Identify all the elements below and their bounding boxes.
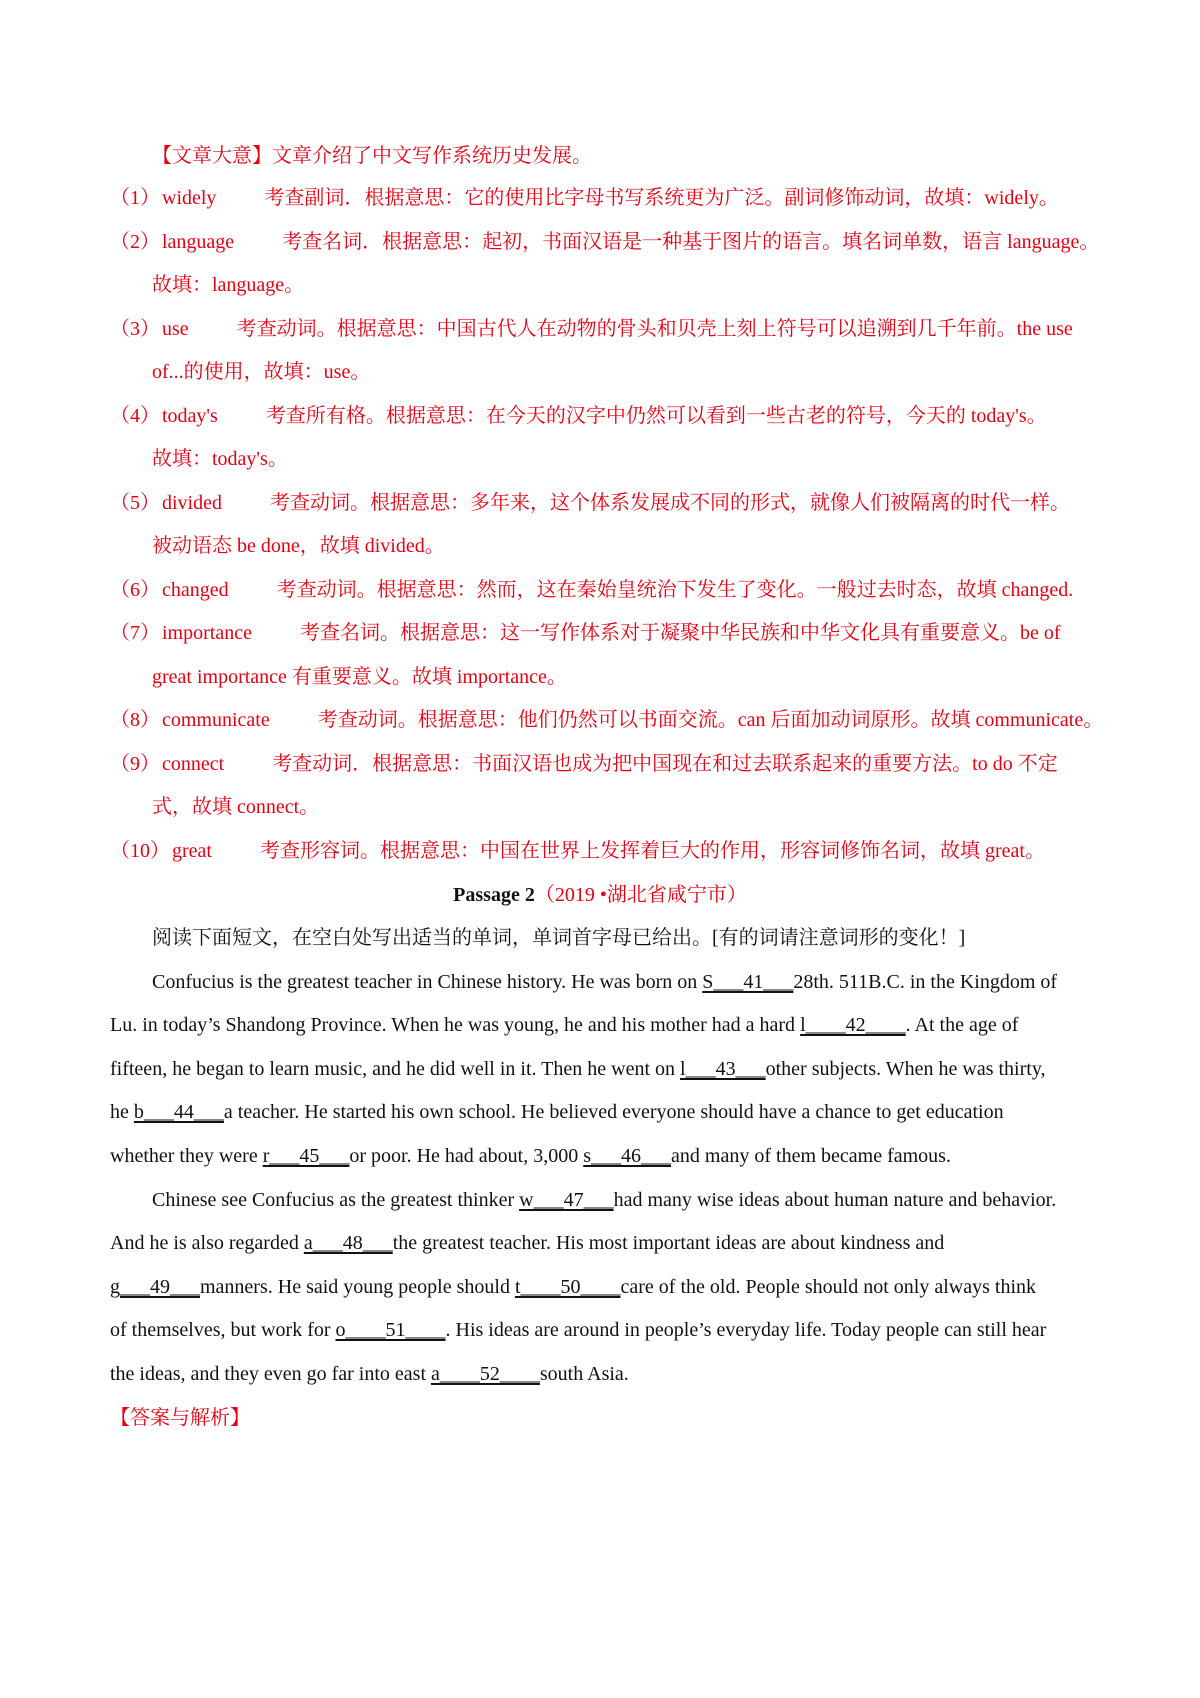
answer-9-cont: 式，故填 connect。 — [152, 796, 320, 818]
passage-title-text: Passage 2 — [453, 884, 535, 906]
answer-explanation: 考查动词。根据意思：然而，这在秦始皇统治下发生了变化。一般过去时态，故填 changed. — [276, 579, 1074, 601]
summary-line — [152, 142, 1142, 170]
answer-word: widely — [162, 187, 217, 209]
answer-explanation: 考查名词．根据意思：起初，书面汉语是一种基于图片的语言。填名词单数，语言 language。 — [282, 231, 1100, 253]
passage-line: Chinese see Confucius as the greatest thinker w___47___had many wise ideas about human nature and behavior. — [152, 1189, 1057, 1211]
passage-line: Lu. in today’s Shandong Province. When he was young, he and his mother had a hard l____42____. At the age of — [110, 1014, 1019, 1036]
answer-word: communicate — [162, 709, 270, 731]
blank-48[interactable]: a___48___ — [303, 1232, 393, 1254]
answer-number: （3） — [110, 318, 160, 340]
answer-word: today's — [162, 405, 218, 427]
answer-explanation: 考查动词。根据意思：多年来，这个体系发展成不同的形式，就像人们被隔离的时代一样。 — [270, 492, 1070, 514]
answer-5 — [110, 489, 1100, 517]
answer-7 — [110, 619, 1100, 647]
blank-49[interactable]: g___49___ — [110, 1276, 200, 1298]
answer-number: （1） — [110, 187, 160, 209]
answer-explanation: 考查名词。根据意思：这一写作体系对于凝聚中华民族和中华文化具有重要意义。be of — [299, 622, 1061, 644]
blank-43[interactable]: l___43___ — [680, 1058, 766, 1080]
answer-word: changed — [162, 579, 229, 601]
answer-word: connect — [162, 753, 225, 775]
blank-41[interactable]: S___41___ — [702, 971, 794, 993]
passage-line: of themselves, but work for o____51____. His ideas are around in people’s everyday life. Today people can still hear — [110, 1319, 1047, 1341]
answer-explanation: 考查所有格。根据意思：在今天的汉字中仍然可以看到一些古老的符号，今天的 today's。 — [265, 405, 1047, 427]
answer-4-cont: 故填：today's。 — [152, 448, 288, 470]
answer-heading: 【答案与解析】 — [110, 1407, 250, 1429]
answer-word: importance — [162, 622, 252, 644]
answer-2 — [110, 228, 1100, 256]
summary-text: 文章介绍了中文写作系统历史发展。 — [272, 145, 592, 167]
answer-number: （2） — [110, 231, 160, 253]
answer-number: （7） — [110, 622, 160, 644]
passage-line: Confucius is the greatest teacher in Chinese history. He was born on S___41___28th. 511B.C. in the Kingdom of — [152, 971, 1058, 993]
answer-9 — [110, 750, 1100, 778]
answer-number: （8） — [110, 709, 160, 731]
answer-7-cont: great importance 有重要意义。故填 importance。 — [152, 666, 567, 688]
answer-number: （6） — [110, 579, 160, 601]
answer-explanation: 考查动词。根据意思：他们仍然可以书面交流。can 后面加动词原形。故填 communicate。 — [317, 709, 1104, 731]
answer-3-cont: of...的使用，故填：use。 — [152, 361, 371, 383]
blank-44[interactable]: b___44___ — [133, 1101, 224, 1123]
answer-word: language — [162, 231, 235, 253]
answer-number: （4） — [110, 405, 160, 427]
answer-2-cont: 故填：language。 — [152, 274, 305, 296]
answer-1 — [110, 184, 1100, 212]
passage-line: fifteen, he began to learn music, and he did well in it. Then he went on l___43___other subjects. When he was thirty, — [110, 1058, 1046, 1080]
blank-52[interactable]: a____52____ — [431, 1363, 540, 1385]
passage-line: g___49___manners. He said young people should t____50____care of the old. People should not only always think — [110, 1276, 1036, 1298]
answer-number: （9） — [110, 753, 160, 775]
answer-explanation: 考查形容词。根据意思：中国在世界上发挥着巨大的作用，形容词修饰名词，故填 great。 — [259, 840, 1045, 862]
passage-title — [0, 881, 1200, 909]
answer-explanation: 考查动词。根据意思：中国古代人在动物的骨头和贝壳上刻上符号可以追溯到几千年前。the use — [236, 318, 1073, 340]
answer-5-cont: 被动语态 be done，故填 divided。 — [152, 535, 445, 557]
answer-number: （5） — [110, 492, 160, 514]
answer-word: divided — [162, 492, 222, 514]
answer-3 — [110, 315, 1100, 343]
passage-source: （2019 •湖北省咸宁市） — [534, 884, 747, 906]
answer-explanation: 考查副词．根据意思：它的使用比字母书写系统更为广泛。副词修饰动词，故填：widely。 — [264, 187, 1059, 209]
blank-46[interactable]: s___46___ — [583, 1145, 672, 1167]
answer-4 — [110, 402, 1100, 430]
answer-explanation: 考查动词．根据意思：书面汉语也成为把中国现在和过去联系起来的重要方法。to do 不定 — [272, 753, 1058, 775]
answer-number: （10） — [110, 840, 170, 862]
answer-10 — [110, 837, 1100, 865]
passage-line: the ideas, and they even go far into east a____52____south Asia. — [110, 1363, 629, 1385]
answer-word: use — [162, 318, 189, 340]
blank-42[interactable]: l____42____ — [800, 1014, 906, 1036]
answer-6 — [110, 576, 1100, 604]
passage-line: he b___44___a teacher. He started his own school. He believed everyone should have a chance to get education — [110, 1101, 1004, 1123]
blank-50[interactable]: t____50____ — [514, 1276, 621, 1298]
summary-label: 【文章大意】 — [152, 145, 272, 167]
passage-line: And he is also regarded a___48___the greatest teacher. His most important ideas are about kindness and — [110, 1232, 945, 1254]
blank-47[interactable]: w___47___ — [519, 1189, 614, 1211]
answer-word: great — [172, 840, 212, 862]
passage-instruction: 阅读下面短文，在空白处写出适当的单词，单词首字母已给出。[有的词请注意词形的变化！] — [152, 927, 966, 949]
passage-line: whether they were r___45___or poor. He had about, 3,000 s___46___and many of them became famous. — [110, 1145, 951, 1167]
blank-51[interactable]: o____51____ — [335, 1319, 446, 1341]
answer-8 — [110, 706, 1104, 734]
blank-45[interactable]: r___45___ — [262, 1145, 350, 1167]
